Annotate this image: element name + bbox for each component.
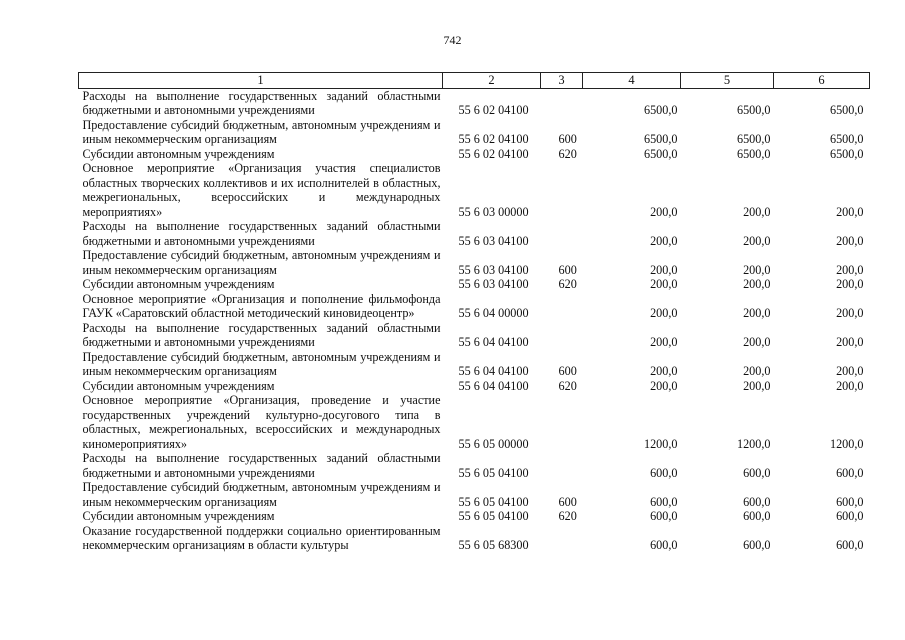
row-value-2: 200,0	[743, 378, 771, 393]
row-value-2: 6500,0	[736, 103, 771, 117]
row-value-2: 200,0	[743, 335, 771, 349]
row-value-2: 600,0	[743, 509, 771, 523]
row-value-3: 200,0	[836, 204, 864, 219]
row-name: Предоставление субсидий бюджетным, автономным учреждениям и иным некоммерческим организациям	[82, 480, 441, 509]
row-value-3: 1200,0	[829, 436, 864, 451]
row-name: Оказание государственной поддержки социально ориентированным некоммерческим организациям в области культуры	[82, 523, 441, 552]
table-row	[79, 277, 870, 292]
row-value-2: 6500,0	[736, 132, 771, 146]
table-row	[79, 161, 870, 219]
row-value-1: 200,0	[650, 204, 678, 219]
table-row	[79, 219, 870, 248]
row-code: 55 6 05 04100	[458, 494, 529, 509]
row-value-3: 200,0	[836, 277, 864, 291]
row-value-2: 200,0	[743, 277, 771, 291]
row-value-3: 6500,0	[829, 103, 864, 117]
row-value-1: 6500,0	[643, 103, 678, 117]
row-name: Основное мероприятие «Организация и пополнение фильмофонда ГАУК «Саратовский областной методический киновидеоцентр»	[82, 291, 441, 320]
header-col-2: 2	[443, 73, 541, 89]
row-value-3: 200,0	[836, 335, 864, 349]
row-type: 600	[558, 494, 577, 509]
header-col-4: 4	[583, 73, 681, 89]
row-value-3: 600,0	[836, 465, 864, 480]
header-row	[79, 73, 870, 89]
row-value-1: 6500,0	[643, 146, 678, 161]
row-type	[541, 451, 583, 480]
row-value-2: 600,0	[743, 538, 771, 552]
budget-table	[78, 72, 870, 553]
table-row	[79, 451, 870, 480]
page-number: 742	[443, 33, 462, 47]
row-code: 55 6 02 04100	[458, 146, 529, 161]
row-value-3: 600,0	[836, 509, 864, 523]
row-code: 55 6 03 04100	[458, 233, 529, 248]
row-value-1: 200,0	[650, 233, 678, 248]
table-row	[79, 393, 870, 451]
row-type	[541, 219, 583, 248]
row-value-2: 200,0	[743, 204, 771, 219]
row-type: 620	[558, 277, 577, 291]
row-value-2: 6500,0	[736, 146, 771, 161]
row-code: 55 6 03 04100	[458, 262, 529, 277]
row-name: Субсидии автономным учреждениям	[82, 509, 275, 523]
row-name: Основное мероприятие «Организация участия специалистов областных творческих коллективов и их исполнителей в областных, межрегиональных, всероссийских и международных мероприятиях»	[82, 161, 441, 219]
row-code: 55 6 04 04100	[458, 335, 529, 349]
row-value-3: 200,0	[836, 364, 864, 378]
row-type: 620	[558, 146, 577, 161]
header-col-6: 6	[774, 73, 870, 89]
row-value-1: 200,0	[650, 364, 678, 378]
row-name: Предоставление субсидий бюджетным, автономным учреждениям и иным некоммерческим организациям	[82, 117, 441, 146]
header-col-5: 5	[681, 73, 774, 89]
row-code: 55 6 03 04100	[458, 277, 529, 291]
row-value-3: 200,0	[836, 262, 864, 277]
row-code: 55 6 05 68300	[458, 538, 529, 552]
row-value-2: 600,0	[743, 494, 771, 509]
row-value-3: 600,0	[836, 538, 864, 552]
row-value-1: 200,0	[650, 262, 678, 277]
table-row	[79, 379, 870, 394]
row-code: 55 6 05 04100	[458, 465, 529, 480]
row-name: Субсидии автономным учреждениям	[82, 277, 275, 291]
row-value-1: 200,0	[650, 378, 678, 393]
row-value-1: 200,0	[650, 306, 678, 320]
row-value-1: 600,0	[650, 509, 678, 523]
row-value-3: 600,0	[836, 494, 864, 509]
row-code: 55 6 02 04100	[458, 132, 529, 146]
row-name: Предоставление субсидий бюджетным, автономным учреждениям и иным некоммерческим организациям	[82, 248, 441, 277]
row-name: Расходы на выполнение государственных заданий областными бюджетными и автономными учреждениями	[82, 451, 441, 480]
row-type: 600	[558, 132, 577, 146]
row-code: 55 6 04 00000	[458, 306, 529, 320]
row-name: Субсидии автономным учреждениям	[82, 378, 275, 393]
row-value-2: 200,0	[743, 306, 771, 320]
table-row	[79, 88, 870, 118]
table-row	[79, 292, 870, 321]
row-type	[541, 321, 583, 350]
header-col-1: 1	[79, 73, 443, 89]
row-value-1: 600,0	[650, 465, 678, 480]
row-code: 55 6 04 04100	[458, 364, 529, 378]
row-name: Предоставление субсидий бюджетным, автономным учреждениям и иным некоммерческим организациям	[82, 349, 441, 378]
table-row	[79, 248, 870, 277]
row-value-1: 1200,0	[643, 436, 678, 451]
row-type	[541, 393, 583, 451]
row-type: 620	[558, 509, 577, 523]
row-type	[541, 524, 583, 553]
header-col-3: 3	[541, 73, 583, 89]
row-code: 55 6 05 04100	[458, 509, 529, 523]
row-type: 600	[558, 262, 577, 277]
row-value-1: 200,0	[650, 335, 678, 349]
row-value-2: 200,0	[743, 233, 771, 248]
row-name: Расходы на выполнение государственных заданий областными бюджетными и автономными учреждениями	[82, 88, 441, 117]
row-value-1: 600,0	[650, 494, 678, 509]
row-type: 620	[558, 378, 577, 393]
row-code: 55 6 03 00000	[458, 204, 529, 219]
row-value-2: 600,0	[743, 465, 771, 480]
row-type	[541, 88, 583, 118]
row-value-1: 200,0	[650, 277, 678, 291]
table-row	[79, 350, 870, 379]
row-value-1: 600,0	[650, 538, 678, 552]
row-code: 55 6 02 04100	[458, 103, 529, 117]
row-name: Субсидии автономным учреждениям	[82, 146, 275, 161]
row-name: Расходы на выполнение государственных заданий областными бюджетными и автономными учреждениями	[82, 219, 441, 248]
table-row	[79, 480, 870, 509]
row-value-3: 6500,0	[829, 146, 864, 161]
table-row	[79, 147, 870, 162]
row-type	[541, 161, 583, 219]
row-name: Расходы на выполнение государственных заданий областными бюджетными и автономными учреждениями	[82, 320, 441, 349]
row-value-3: 6500,0	[829, 132, 864, 146]
table-row	[79, 321, 870, 350]
row-value-3: 200,0	[836, 306, 864, 320]
row-type	[541, 292, 583, 321]
table-row	[79, 118, 870, 147]
row-type: 600	[558, 364, 577, 378]
row-name: Основное мероприятие «Организация, проведение и участие государственных учреждений культурно-досугового типа в областных, межрегиональных, всероссийских и международных киномероприятиях»	[82, 393, 441, 451]
row-value-2: 200,0	[743, 364, 771, 378]
row-code: 55 6 05 00000	[458, 436, 529, 451]
row-value-3: 200,0	[836, 233, 864, 248]
row-value-3: 200,0	[836, 378, 864, 393]
row-value-2: 1200,0	[736, 436, 771, 451]
row-value-2: 200,0	[743, 262, 771, 277]
row-code: 55 6 04 04100	[458, 378, 529, 393]
row-value-1: 6500,0	[643, 132, 678, 146]
table-row	[79, 509, 870, 524]
table-row	[79, 524, 870, 553]
